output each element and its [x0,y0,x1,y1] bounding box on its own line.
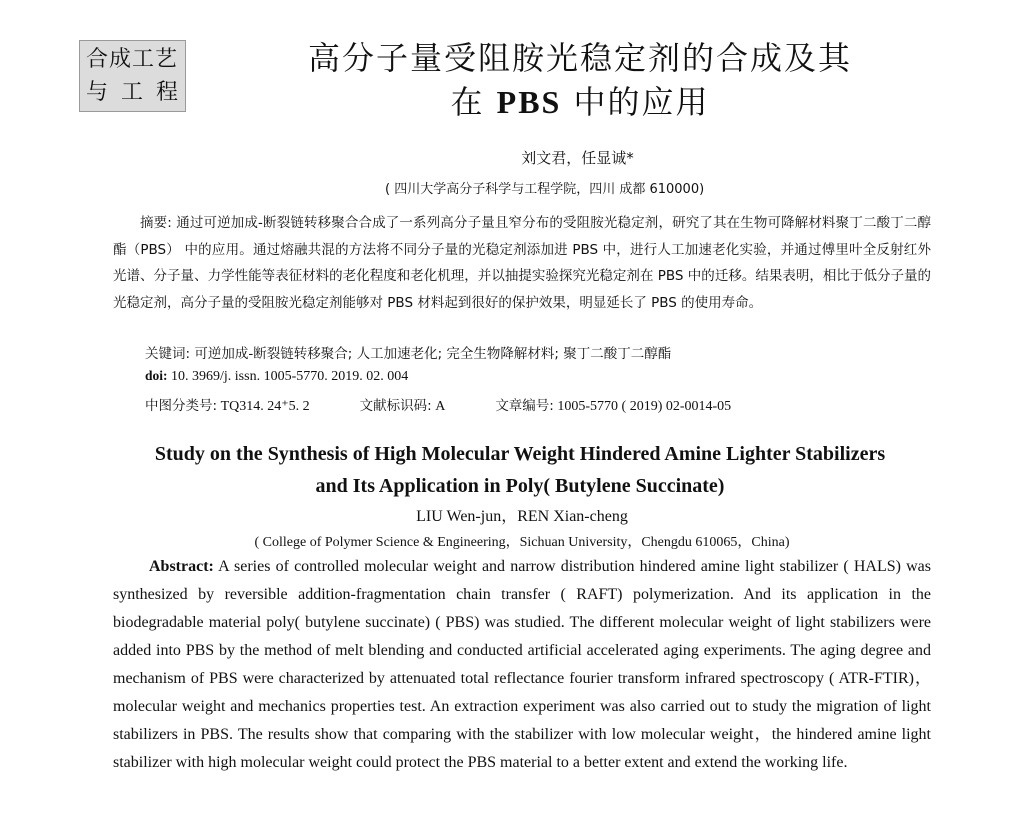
keywords-text: 可逆加成-断裂链转移聚合; 人工加速老化; 完全生物降解材料; 聚丁二酸丁二醇酯 [190,346,672,362]
chinese-title-line-2-prefix: 在 [450,83,497,121]
clc-label: 中图分类号: [145,398,218,414]
english-abstract [113,553,931,777]
chinese-abstract-text: 通过可逆加成-断裂链转移聚合合成了一系列高分子量且窄分布的受阻胺光稳定剂，研究了其在生物可降解材料聚丁二酸丁二醇酯（PBS） 中的应用。通过熔融共混的方法将不同分子量的光稳定剂添加进 PBS 中，进行人工加速老化实验，并通过傅里叶全反射红外光谱、分子量、力学性能等表征材料的老化程度和老化机理，并以抽提实验探究光稳定剂在 PBS 中的迁移。结果表明，相比于低分子量的光稳定剂，高分子量的受阻胺光稳定剂能够对 PBS 材料起到很好的保护效果，明显延长了 PBS 的使用寿命。 [113,215,931,311]
article-number-value: 1005-5770 ( 2019) 02-0014-05 [553,399,732,414]
journal-badge-line-1: 合成工艺 [86,47,179,72]
chinese-authors: 刘文君，任显诚* [521,149,634,167]
doi-label: doi: [145,368,168,383]
chinese-abstract-label: 摘要: [140,215,172,231]
english-title-line-1: Study on the Synthesis of High Molecular Weight Hindered Amine Lighter Stabilizers [154,443,886,465]
doc-code-label: 文献标识码: [359,398,432,414]
english-abstract-label: Abstract: [149,558,214,575]
doi-line [145,368,408,385]
english-title [100,438,940,502]
clc-value: TQ314. 24⁺5. 2 [217,399,310,414]
keywords-label: 关键词: [145,346,191,362]
doi-value: 10. 3969/j. issn. 1005-5770. 2019. 02. 004 [167,369,409,384]
chinese-abstract [113,210,931,316]
english-affiliation: ( College of Polymer Science & Engineering，Sichuan University，Chengdu 610065，China) [254,535,790,550]
article-number-label: 文章编号: [495,398,554,414]
journal-section-badge [79,40,192,112]
english-authors: LIU Wen-jun，REN Xian-cheng [416,508,628,525]
chinese-affiliation: ( 四川大学高分子科学与工程学院，四川 成都 610000) [385,182,705,197]
doc-code-value: A [431,399,446,414]
classification-line [145,394,731,415]
english-abstract-text: A series of controlled molecular weight and narrow distribution hindered amine light stabilizer ( HALS) was synthesized by reversible addition-fragmentation chain transfer ( RAFT) polymerization. And its application in the biodegradable material poly( butylene succinate) ( PBS) was studied. The different molecular weight of light stabilizers were added into PBS by the method of melt blending and conducted artificial accelerated aging experiments. The aging degree and mechanism of PBS were characterized by attenuated total reflectance fourier transform infrared spectroscopy ( ATR-FTIR)，molecular weight and mechanics properties test. An extraction experiment was also carried out to study the migration of light stabilizers in PBS. The results show that comparing with the stabilizer with low molecular weight，the hindered amine light stabilizer with high molecular weight could protect the PBS material to a better extent and extend the working life. [113,558,931,771]
english-title-line-2: and Its Application in Poly( Butylene Succinate) [315,475,725,497]
chinese-title-pbs: PBS [496,84,562,120]
journal-badge-line-2: 与工程 [86,80,192,105]
chinese-title-line-2 [180,80,980,124]
chinese-title-line-2-suffix: 中的应用 [561,83,710,121]
chinese-title-line-1: 高分子量受阻胺光稳定剂的合成及其 [307,39,852,77]
chinese-title [180,36,980,124]
keywords-line [145,342,671,362]
